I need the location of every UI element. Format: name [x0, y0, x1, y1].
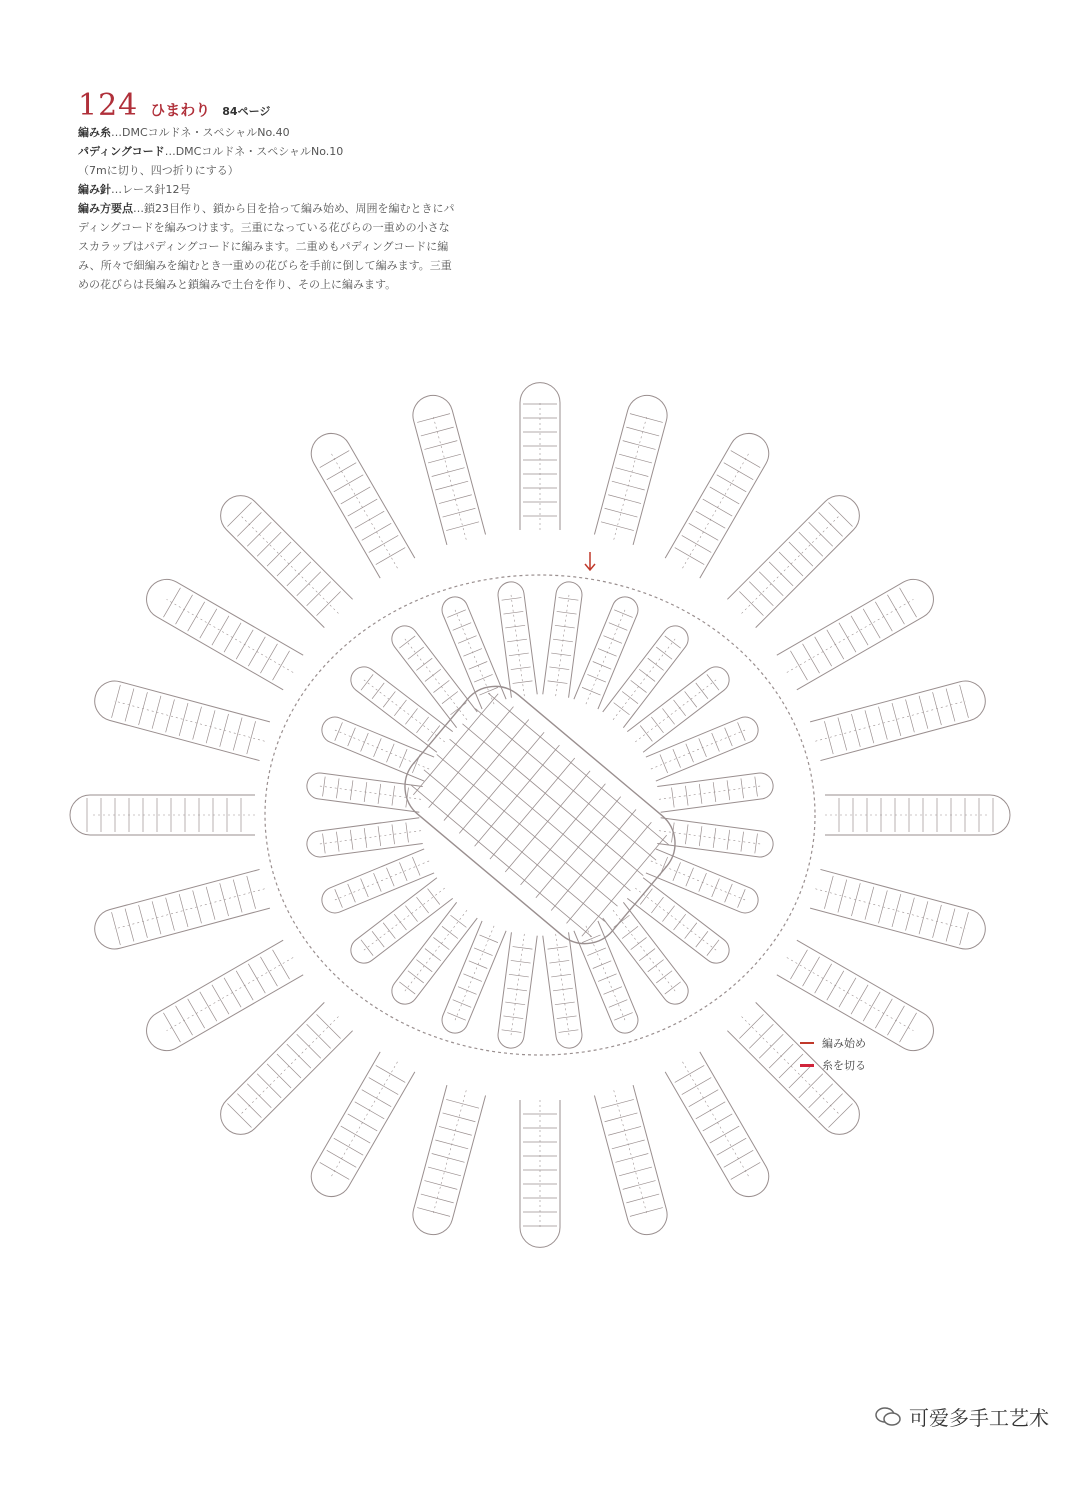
inner-petal [627, 878, 734, 969]
spec-yarn: 編み糸…DMCコルドネ・スペシャルNo.40 [78, 126, 290, 139]
outer-petal [520, 383, 560, 530]
outer-petal [139, 940, 303, 1058]
outer-petal [727, 487, 867, 627]
outer-petal [90, 677, 270, 761]
inner-petal [346, 662, 453, 753]
inner-petal [574, 921, 642, 1037]
outer-petal [520, 1100, 560, 1247]
outer-petal [212, 1002, 352, 1142]
start-marker-icon [585, 552, 595, 570]
inner-petal [603, 621, 694, 728]
inner-petal [305, 818, 422, 859]
legend-cut [800, 1054, 866, 1076]
cut-arrow-icon [800, 1064, 814, 1067]
crochet-chart [0, 380, 1085, 1260]
page-reference: 84ページ [222, 105, 271, 118]
inner-petal [387, 621, 478, 728]
legend-cut-label: 糸を切る [822, 1059, 866, 1072]
inner-petal [496, 580, 537, 697]
outer-petal [665, 1052, 776, 1204]
legend-start [800, 1032, 866, 1054]
inner-petal [496, 932, 537, 1049]
inner-petal [657, 771, 774, 812]
outer-petal [304, 1052, 415, 1204]
outer-petal [90, 869, 270, 953]
outer-petal [594, 391, 671, 545]
inner-petal [438, 593, 506, 709]
legend [800, 1032, 866, 1076]
inner-petal [603, 902, 694, 1009]
outer-petal [665, 426, 776, 578]
pattern-name: ひまわり [150, 101, 211, 119]
outer-petal [825, 795, 1010, 835]
spec-padding-note: （7mに切り、四つ折りにする） [78, 164, 239, 177]
inner-petal [543, 932, 584, 1049]
start-arrow-icon [800, 1042, 814, 1044]
outer-petal [304, 426, 415, 578]
spec-instructions: 編み方要点…鎖23目作り、鎖から目を拾って編み始め、周囲を編むときにパディングコードを編みつけます。三重になっている花びらの一重めの小さなスカラップはパディングコードに編みます。二重めもパディングコードに編み、所々で細編みを編むとき一重めの花びらを手前に倒して編みます。三重めの花びらは長編みと鎖編みで土台を作り、その上に編みます。 [78, 202, 455, 291]
inner-petal [646, 849, 762, 917]
pattern-header [78, 88, 458, 294]
center-mesh [390, 672, 689, 959]
inner-petal [574, 593, 642, 709]
wechat-icon [875, 1406, 901, 1428]
outer-petal [810, 869, 990, 953]
outer-petal [212, 487, 352, 627]
inner-petal [543, 580, 584, 697]
inner-petal [438, 921, 506, 1037]
spec-padding-cord: パディングコード…DMCコルドネ・スペシャルNo.10 [78, 145, 344, 158]
spec-hook: 編み針…レース針12号 [78, 183, 191, 196]
outer-petal [70, 795, 255, 835]
inner-petal [387, 902, 478, 1009]
inner-petal [646, 713, 762, 781]
outer-petal [777, 572, 941, 690]
center-grid [407, 689, 673, 942]
inner-petal [346, 878, 453, 969]
outer-petal [594, 1085, 671, 1239]
pattern-number: 124 [78, 88, 139, 123]
outer-petal [810, 677, 990, 761]
title-row [78, 88, 458, 123]
outer-petal [408, 391, 485, 545]
watermark-text: 可爱多手工艺术 [909, 1406, 1049, 1430]
legend-start-label: 編み始め [822, 1037, 866, 1050]
inner-petal [318, 849, 434, 917]
watermark [875, 1402, 1049, 1431]
inner-petal [627, 662, 734, 753]
outer-petal [408, 1085, 485, 1239]
inner-petal [318, 713, 434, 781]
outer-petal [139, 572, 303, 690]
